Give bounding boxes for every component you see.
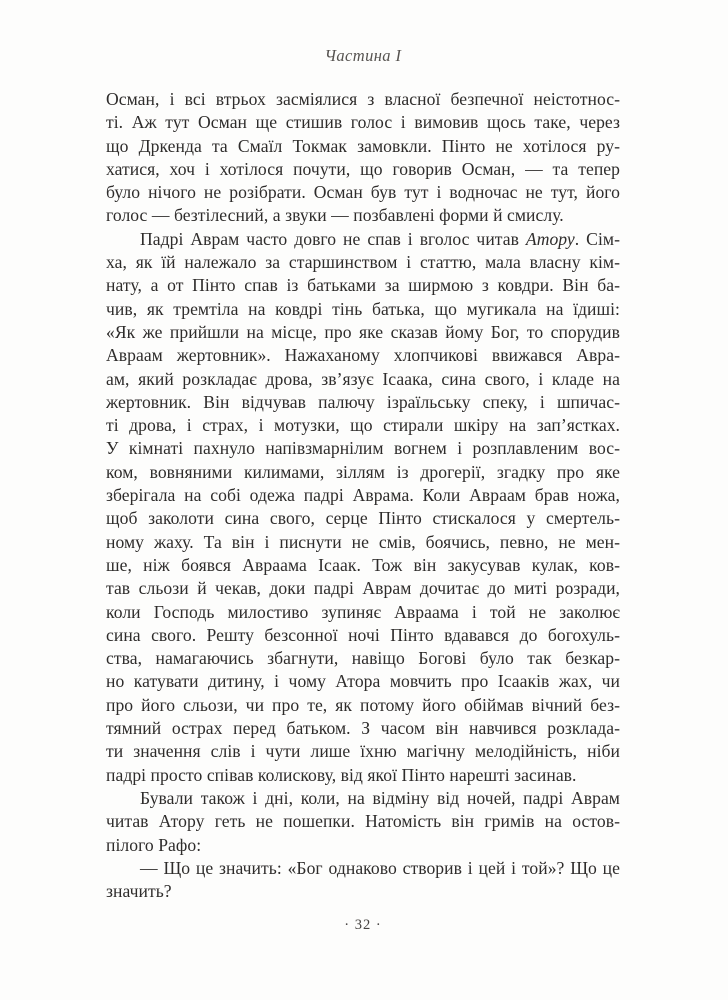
text-line [106,391,620,414]
text-line [106,181,620,204]
text-segment: було нічого не розібрати. Осман був тут і водночас не тут, його [106,182,620,203]
running-header: Частина I [324,46,402,65]
text-line [106,717,620,740]
text-segment: ті. Аж тут Осман ще стишив голос і вимовив щось таке, через [106,112,620,133]
text-segment: У кімнаті пахнуло напівзмарнілим вогнем і розплавленим вос- [106,438,620,459]
text-line [106,274,620,297]
text-line [106,577,620,600]
text-segment: Осман, і всі втрьох засміялися з власної безпечної неістотнос- [106,89,620,109]
text-line [106,740,620,763]
text-line [106,694,620,717]
text-segment: пілого Рафо: [106,834,202,855]
text-line [106,204,620,227]
italic-book-title: Атору [525,228,575,249]
text-line [106,135,620,158]
text-line [106,461,620,484]
text-line [106,670,620,693]
text-segment: Падрі Аврам часто довго не спав і вголос читав [140,228,526,249]
text-line [106,344,620,367]
text-line [106,88,620,111]
text-segment: ті дрова, і страх, і мотузки, що стирали шкіру на зап’ястках. [106,415,620,436]
paragraph [106,228,620,787]
text-segment: ше, ніж боявся Авраама Ісаак. Тож він закусував кулак, ков- [106,554,620,575]
text-line [106,414,620,437]
text-line [106,647,620,670]
text-line [106,531,620,554]
text-segment: ком, вовняними килимами, зіллям із дрогерії, згадку про яке [106,461,620,482]
text-line [106,228,620,251]
text-line [106,554,620,577]
paragraph [106,857,620,904]
text-line [106,880,620,903]
text-segment: Авраам жертовник». Нажаханому хлопчикові ввижався Авра- [106,345,620,366]
text-segment: чив, як тремтіла на ковдрі тінь батька, що мугикала на їдиші: [106,298,620,319]
text-segment: значить? [106,881,172,902]
text-line [106,764,620,787]
text-segment: ха, як їй належало за старшинством і статтю, мала власну кім- [106,252,620,273]
text-segment: ам, який розкладає дрова, зв’язує Ісаака, сина свого, і кладе на [106,368,620,389]
text-line [106,298,620,321]
text-segment: «Як же прийшли на місце, про яке сказав йому Бог, то спорудив [106,321,620,342]
text-segment: тав сльози й чекав, доки падрі Аврам дочитає до миті розради, [106,578,620,599]
text-line [106,787,620,810]
body-text [106,88,620,903]
text-segment: про його сльози, чи про те, як потому його обіймав вічний без- [106,694,620,715]
text-segment: жертовник. Він відчував палючу ізраїльську спеку, і шпичас- [106,391,620,412]
paragraph [106,787,620,857]
text-line [106,624,620,647]
text-segment: . Сім- [574,228,620,249]
text-segment: но катувати дитину, і чому Атора мовчить про Ісааків жах, чи [106,671,620,692]
text-segment: падрі просто співав колискову, від якої Пінто нарешті засинав. [106,764,577,785]
text-segment: що Дркенда та Смаїл Токмак замовкли. Пінто не хотілося ру- [106,135,620,156]
page-number: · 32 · [344,917,382,934]
text-segment: зберігала на собі одежа падрі Аврама. Коли Авраам брав ножа, [106,485,620,506]
text-line [106,321,620,344]
text-line [106,158,620,181]
text-segment: — Що це значить: «Бог однаково створив і цей і той»? Що це [140,857,620,878]
text-segment: хатися, хоч і хотілося почути, що говорив Осман, — та тепер [106,158,620,179]
text-line [106,810,620,833]
text-line [106,437,620,460]
text-segment: коли Господь милостиво зупиняє Авраама і той не заколює [106,601,620,622]
text-line [106,834,620,857]
text-line [106,111,620,134]
text-line [106,368,620,391]
text-line [106,857,620,880]
text-segment: тямний острах перед батьком. З часом він навчився розклада- [106,718,620,739]
text-segment: голос — безтілесний, а звуки — позбавлені форми й смислу. [106,205,564,226]
text-line [106,601,620,624]
text-segment: Бували також і дні, коли, на відміну від ночей, падрі Аврам [140,787,620,808]
text-segment: сина свого. Решту безсонної ночі Пінто вдавався до богохуль- [106,624,620,645]
text-line [106,484,620,507]
paragraph [106,88,620,228]
text-segment: ному жаху. Та він і писнути не смів, боячись, певно, не мен- [106,531,620,552]
text-line [106,251,620,274]
text-segment: нату, а от Пінто спав із батьками за ширмою з ковдри. Він ба- [106,275,620,296]
text-line [106,507,620,530]
text-segment: ства, намагаючись збагнути, навіщо Богові було так безкар- [106,648,620,669]
text-segment: ти значення слів і чути лише їхню магічну мелодійність, ніби [106,741,620,762]
text-segment: читав Атору геть не пошепки. Натомість він гримів на остов- [106,811,620,832]
text-segment: щоб заколоти сина свого, серце Пінто стискалося у смертель- [106,508,620,529]
